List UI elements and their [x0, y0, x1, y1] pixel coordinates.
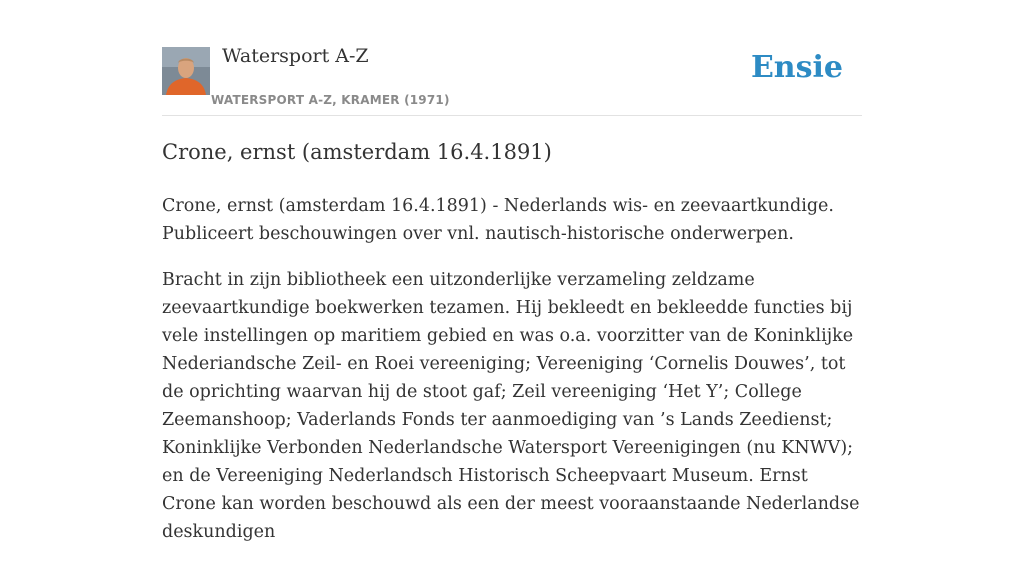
ensie-logo[interactable]: Ensie: [750, 50, 843, 85]
header-divider: [162, 115, 862, 116]
source-subtitle[interactable]: WATERSPORT A-Z, KRAMER (1971): [211, 93, 450, 107]
author-avatar[interactable]: [162, 47, 210, 95]
article-paragraph: Bracht in zijn bibliotheek een uitzonderlijke verzameling zeldzame zeevaartkundige boekwerken tezamen. Hij bekleedt en bekleedde functies bij vele instellingen op maritiem gebied en was o.a. voorzitter van de Koninklijke Nederiandsche Zeil- en Roei vereeniging; Vereeniging ‘Cornelis Douwes’, tot de oprichting waarvan hij de stoot gaf; Zeil vereeniging ‘Het Y’; College Zeemanshoop; Vaderlands Fonds ter aanmoediging van ’s Lands Zeedienst; Koninklijke Verbonden Nederlandsche Watersport Vereenigingen (nu KNWV); en de Vereeniging Nederlandsch Historisch Scheepvaart Museum. Ernst Crone kan worden beschouwd als een der meest vooraanstaande Nederlandse deskundigen: [162, 270, 860, 542]
article-paragraph: Crone, ernst (amsterdam 16.4.1891) - Nederlands wis- en zeevaartkundige. Publiceert beschouwingen over vnl. nautisch-historische onderwerpen.: [162, 196, 834, 244]
source-title[interactable]: Watersport A-Z: [222, 45, 369, 67]
article-headword: Crone, ernst (amsterdam 16.4.1891): [162, 140, 552, 164]
avatar-photo-icon: [162, 47, 210, 95]
article-body: [162, 192, 862, 564]
